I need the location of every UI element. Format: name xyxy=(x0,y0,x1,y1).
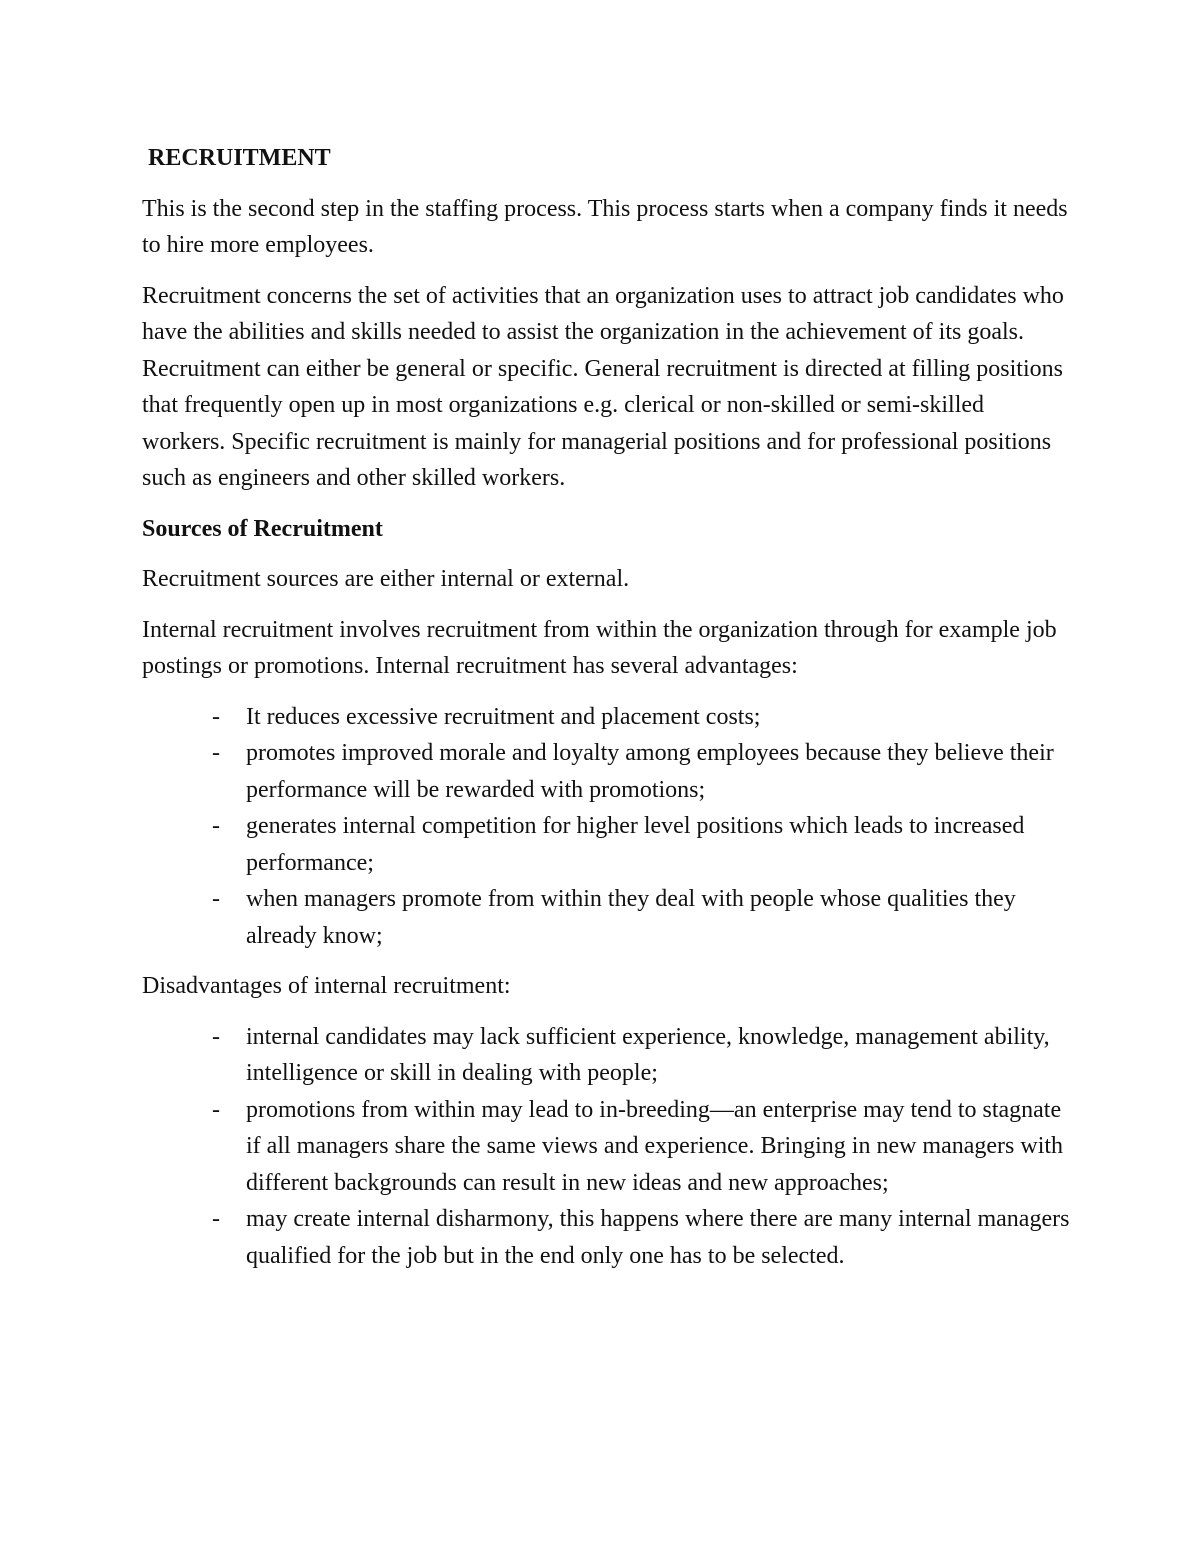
list-item-text: internal candidates may lack sufficient experience, knowledge, management ability, intelligence or skill in dealing with people; xyxy=(246,1023,1050,1086)
list-item xyxy=(142,699,1072,736)
disadvantages-list xyxy=(142,1019,1072,1275)
list-item-text: It reduces excessive recruitment and placement costs; xyxy=(246,703,761,730)
list-item-text: when managers promote from within they deal with people whose qualities they already know; xyxy=(246,886,1016,949)
sources-heading: Sources of Recruitment xyxy=(142,515,383,542)
disadvantages-heading: Disadvantages of internal recruitment: xyxy=(142,973,511,999)
list-item xyxy=(142,1092,1072,1202)
dash-bullet: - xyxy=(212,1023,220,1050)
advantages-list xyxy=(142,699,1072,955)
list-item-text: promotes improved morale and loyalty among employees because they believe their performance will be rewarded with promotions; xyxy=(246,740,1054,803)
dash-bullet: - xyxy=(212,740,220,766)
dash-bullet: - xyxy=(212,1096,220,1123)
dash-bullet: - xyxy=(212,813,220,839)
definition-paragraph: Recruitment concerns the set of activities that an organization uses to attract job candidates who have the abilities and skills needed to assist the organization in the achievement of its goals. Recruitment can either be general or specific. General recruitment is directed at filling positions that frequently open up in most organizations e.g. clerical or non-skilled or semi-skilled workers. Specific recruitment is mainly for managerial positions and for professional positions such as engineers and other skilled workers. xyxy=(142,282,1064,491)
list-item xyxy=(142,808,1072,881)
sources-intro-paragraph: Recruitment sources are either internal or external. xyxy=(142,566,630,592)
dash-bullet: - xyxy=(212,703,220,730)
list-item xyxy=(142,1019,1072,1092)
list-item-text: may create internal disharmony, this happens where there are many internal managers qualified for the job but in the end only one has to be selected. xyxy=(246,1206,1070,1269)
internal-intro-paragraph: Internal recruitment involves recruitment from within the organization through for example job postings or promotions. Internal recruitment has several advantages: xyxy=(142,616,1057,679)
list-item-text: promotions from within may lead to in-breeding—an enterprise may tend to stagnate if all managers share the same views and experience. Bringing in new managers with different backgrounds can result in new ideas and new approaches; xyxy=(246,1096,1064,1196)
dash-bullet: - xyxy=(212,1206,220,1232)
document-page xyxy=(142,140,1072,1288)
dash-bullet: - xyxy=(212,886,220,912)
list-item xyxy=(142,735,1072,808)
list-item xyxy=(142,881,1072,954)
list-item xyxy=(142,1201,1072,1274)
intro-paragraph: This is the second step in the staffing process. This process starts when a company finds it needs to hire more employees. xyxy=(142,195,1068,258)
list-item-text: generates internal competition for higher level positions which leads to increased performance; xyxy=(246,813,1025,876)
document-title: RECRUITMENT xyxy=(148,145,331,171)
